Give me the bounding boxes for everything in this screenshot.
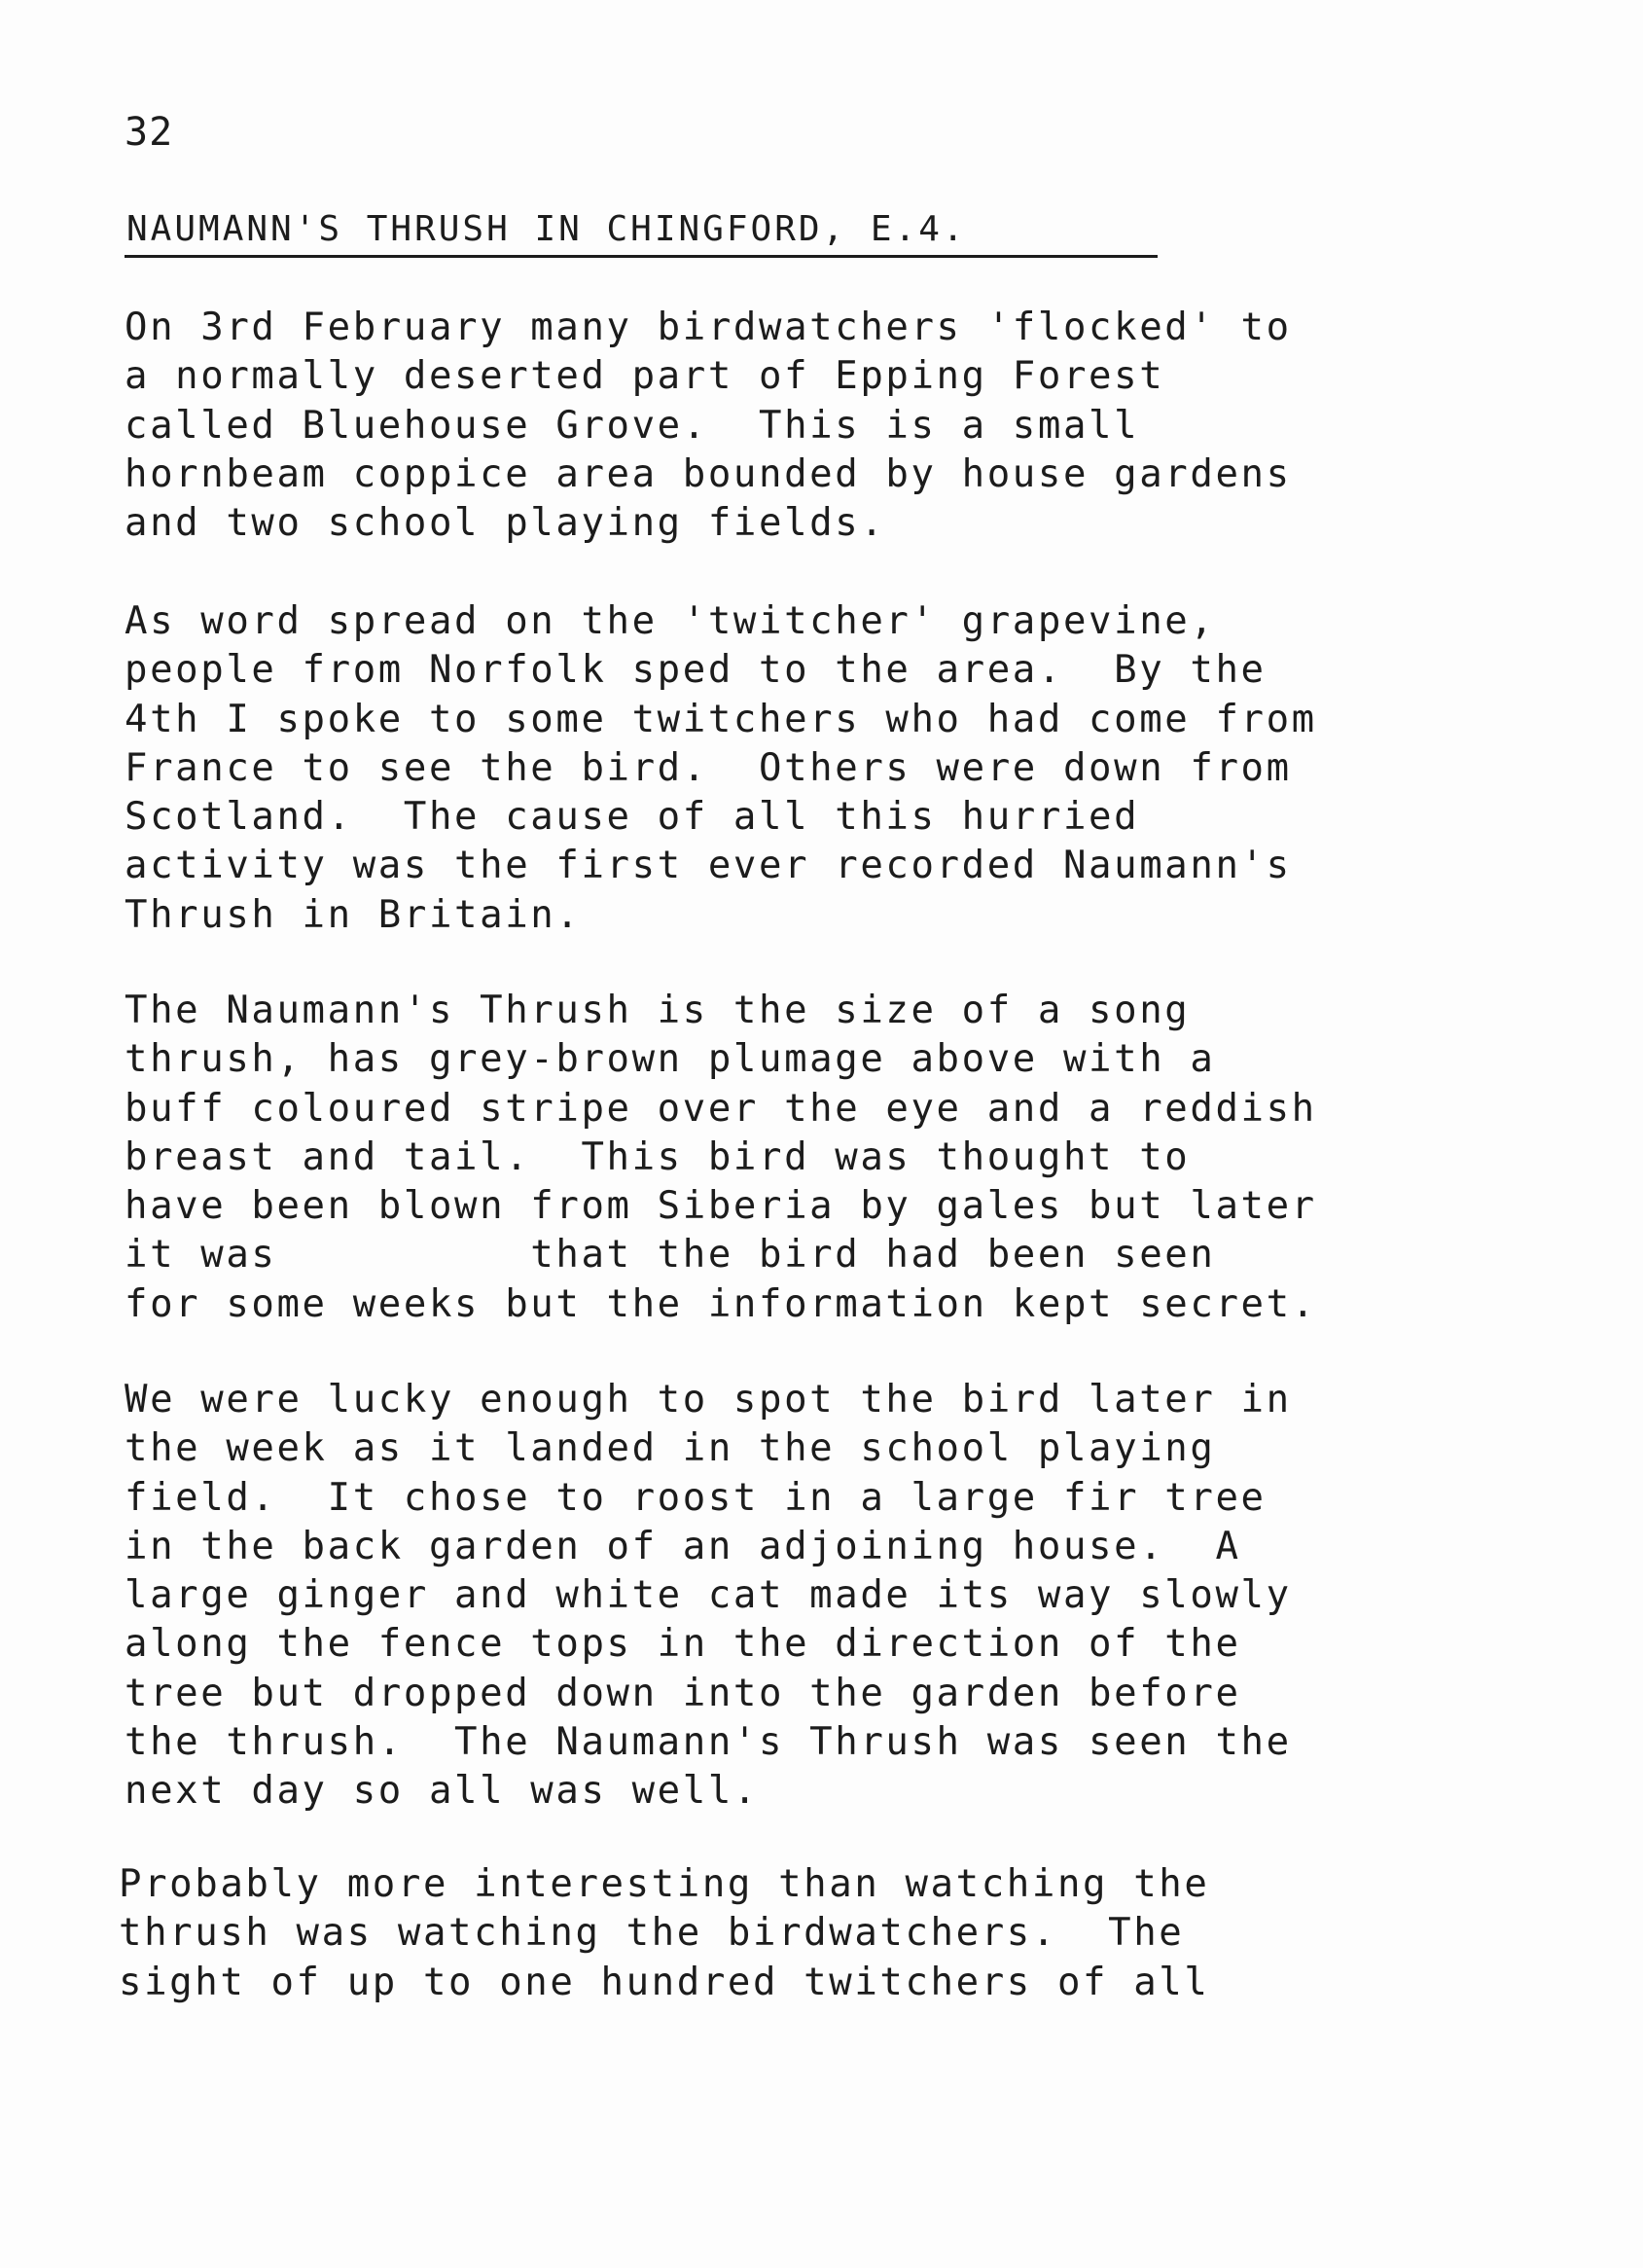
- text-line: large ginger and white cat made its way slowly: [125, 1573, 1292, 1618]
- text-line: thrush was watching the birdwatchers. The: [119, 1911, 1185, 1956]
- text-line: We were lucky enough to spot the bird later in: [125, 1378, 1292, 1422]
- text-line: As word spread on the 'twitcher' grapevine,: [125, 599, 1216, 643]
- title-underline: [125, 255, 1158, 258]
- text-line: buff coloured stripe over the eye and a reddish: [125, 1086, 1317, 1131]
- text-line: the week as it landed in the school playing: [125, 1426, 1216, 1471]
- text-line: next day so all was well.: [125, 1769, 759, 1814]
- text-line: breast and tail. This bird was thought to: [125, 1134, 1191, 1179]
- paragraph-description: [125, 987, 1317, 1329]
- text-line: tree but dropped down into the garden before: [125, 1671, 1241, 1715]
- text-line: have been blown from Siberia by gales but later: [125, 1184, 1317, 1229]
- paragraph-arrival: [125, 304, 1292, 548]
- text-line: along the fence tops in the direction of the: [125, 1622, 1241, 1667]
- text-line: people from Norfolk sped to the area. By the: [125, 648, 1267, 693]
- text-line: the thrush. The Naumann's Thrush was seen the: [125, 1720, 1292, 1765]
- text-line: sight of up to one hundred twitchers of all: [119, 1960, 1210, 2004]
- text-line: Thrush in Britain.: [125, 892, 582, 937]
- text-line: France to see the bird. Others were down from: [125, 745, 1292, 790]
- text-line: a normally deserted part of Epping Forest: [125, 354, 1165, 399]
- text-line: activity was the first ever recorded Naumann's: [125, 844, 1292, 888]
- text-line: 4th I spoke to some twitchers who had come from: [125, 697, 1317, 741]
- text-line: hornbeam coppice area bounded by house gardens: [125, 451, 1292, 496]
- text-line: On 3rd February many birdwatchers 'flocked' to: [125, 306, 1292, 349]
- text-line: called Bluehouse Grove. This is a small: [125, 403, 1140, 448]
- text-line: and two school playing fields.: [125, 501, 886, 546]
- paragraph-grapevine: [125, 597, 1317, 940]
- text-line: Scotland. The cause of all this hurried: [125, 795, 1140, 840]
- paragraph-birdwatchers: [119, 1860, 1209, 2007]
- text-line: thrush, has grey-brown plumage above with a: [125, 1037, 1216, 1082]
- text-line: for some weeks but the information kept secret.: [125, 1281, 1317, 1326]
- text-line: Probably more interesting than watching the: [119, 1862, 1210, 1906]
- text-line: field. It chose to roost in a large fir tree: [125, 1475, 1267, 1520]
- text-line: The Naumann's Thrush is the size of a song: [125, 989, 1191, 1032]
- text-line: it was that the bird had been seen: [125, 1233, 1216, 1278]
- text-line: in the back garden of an adjoining house. A: [125, 1524, 1241, 1568]
- article-title: NAUMANN'S THRUSH IN CHINGFORD, E.4.: [126, 209, 967, 249]
- paragraph-sighting: [125, 1376, 1292, 1817]
- page-number: 32: [125, 110, 174, 155]
